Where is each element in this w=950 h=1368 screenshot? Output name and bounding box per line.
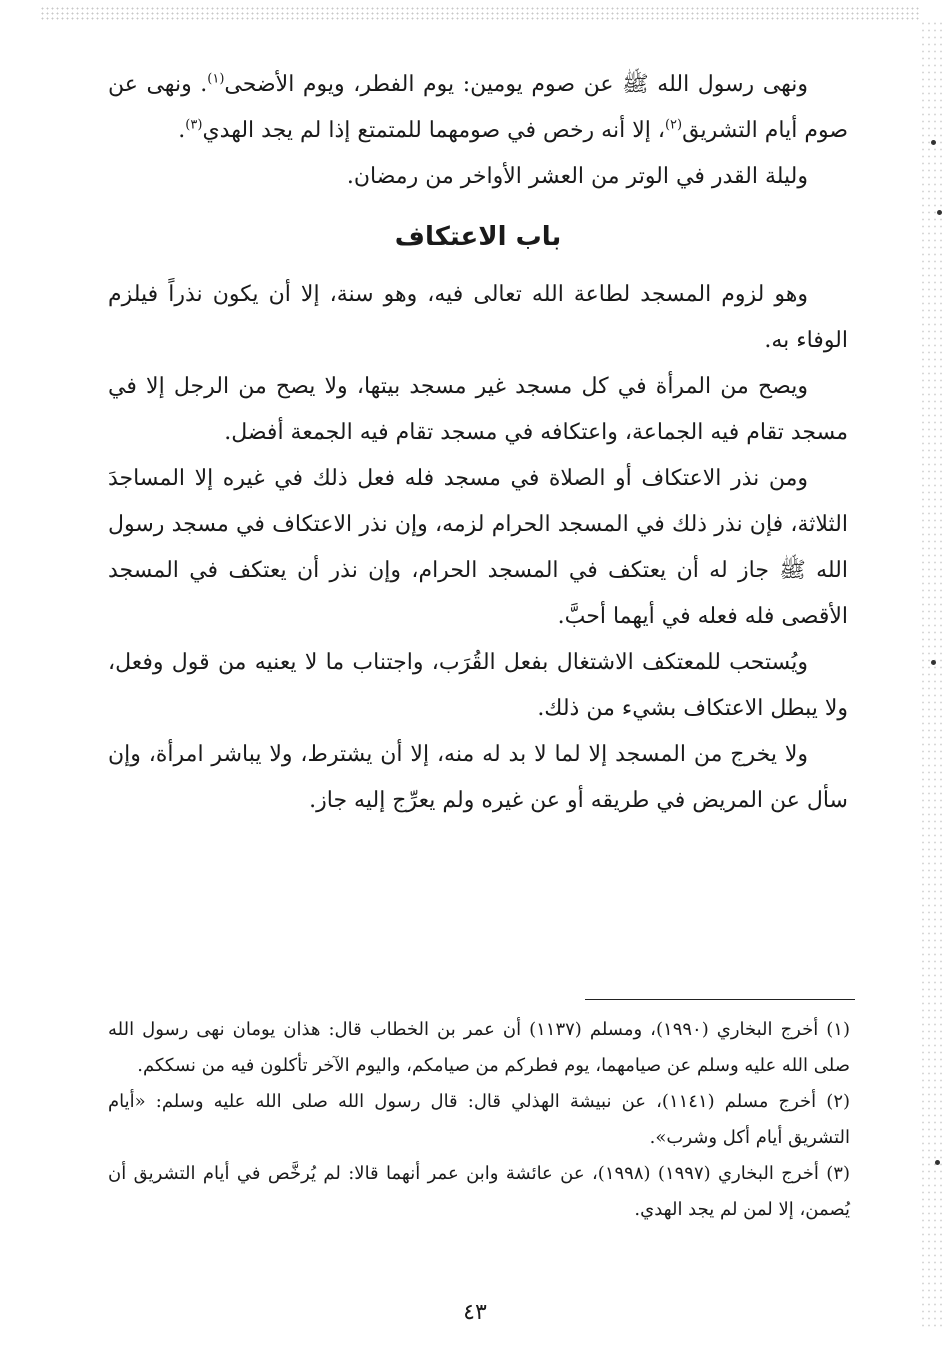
scan-border-right <box>920 20 944 1328</box>
scan-mark <box>937 210 942 215</box>
footnotes <box>108 1012 850 1228</box>
scan-mark <box>935 1160 940 1165</box>
scan-border-top <box>40 6 920 20</box>
footnote-ref: (٢) <box>664 117 683 133</box>
page-number: ٤٣ <box>463 1300 487 1325</box>
paragraph: ويُستحب للمعتكف الاشتغال بفعل القُرَب، واجتناب ما لا يعنيه من قول وفعل، ولا يبطل الاعتكاف بشيء من ذلك. <box>108 650 848 721</box>
paragraph: ويصح من المرأة في كل مسجد غير مسجد بيتها، ولا يصح من الرجل إلا في مسجد تقام فيه الجماعة، واعتكافه في مسجد تقام فيه الجمعة أفضل. <box>108 374 848 445</box>
scan-mark <box>931 140 936 145</box>
paragraph: ولا يخرج من المسجد إلا لما لا بد له منه، إلا أن يشترط، ولا يباشر امرأة، وإن سأل عن المريض في طريقه أو عن غيره ولم يعرِّج إليه جاز. <box>108 742 848 813</box>
paragraph: وهو لزوم المسجد لطاعة الله تعالى فيه، وهو سنة، إلا أن يكون نذراً فيلزم الوفاء به. <box>108 282 848 353</box>
section-heading: باب الاعتكاف <box>394 222 562 252</box>
paragraph: وليلة القدر في الوتر من العشر الأواخر من رمضان. <box>346 164 808 189</box>
paragraph: ومن نذر الاعتكاف أو الصلاة في مسجد فله فعل ذلك في غيره إلا المساجدَ الثلاثة، فإن نذر ذلك في المسجد الحرام لزمه، وإن نذر الاعتكاف في مسجد رسول الله ﷺ جاز له أن يعتكف في المسجد الحرام، وإن نذر أن يعتكف في المسجد الأقصى فله فعله في أيهما أحبَّ. <box>108 466 848 629</box>
footnote: (٣) أخرج البخاري (١٩٩٧) (١٩٩٨)، عن عائشة وابن عمر أنهما قالا: لم يُرخَّص في أيام التشريق أن يُصمن، إلا لمن لم يجد الهدي. <box>108 1163 850 1220</box>
footnote: (٢) أخرج مسلم (١١٤١)، عن نبيشة الهذلي قال: قال رسول الله صلى الله عليه وسلم: «أيام التشريق أيام أكل وشرب». <box>108 1091 851 1148</box>
footnote: (١) أخرج البخاري (١٩٩٠)، ومسلم (١١٣٧) أن عمر بن الخطاب قال: هذان يومان نهى رسول الله صلى الله عليه وسلم عن صيامهما، يوم فطركم من صيامكم، واليوم الآخر تأكلون فيه من نسككم. <box>108 1019 850 1076</box>
main-text <box>108 62 848 824</box>
footnote-divider <box>585 999 855 1000</box>
footnote-ref: (١) <box>207 71 225 87</box>
footnote-ref: (٣) <box>185 117 203 133</box>
paragraph: ونهى رسول الله ﷺ عن صوم يومين: يوم الفطر، ويوم الأضحى$^{(١)}$. ونهى عن صوم أيام التشريق$^{(٢)}$، إلا أنه رخص في صومهما للمتمتع إذا لم يجد الهدي$^{(٣)}$. <box>108 71 848 143</box>
scan-mark <box>931 660 936 665</box>
